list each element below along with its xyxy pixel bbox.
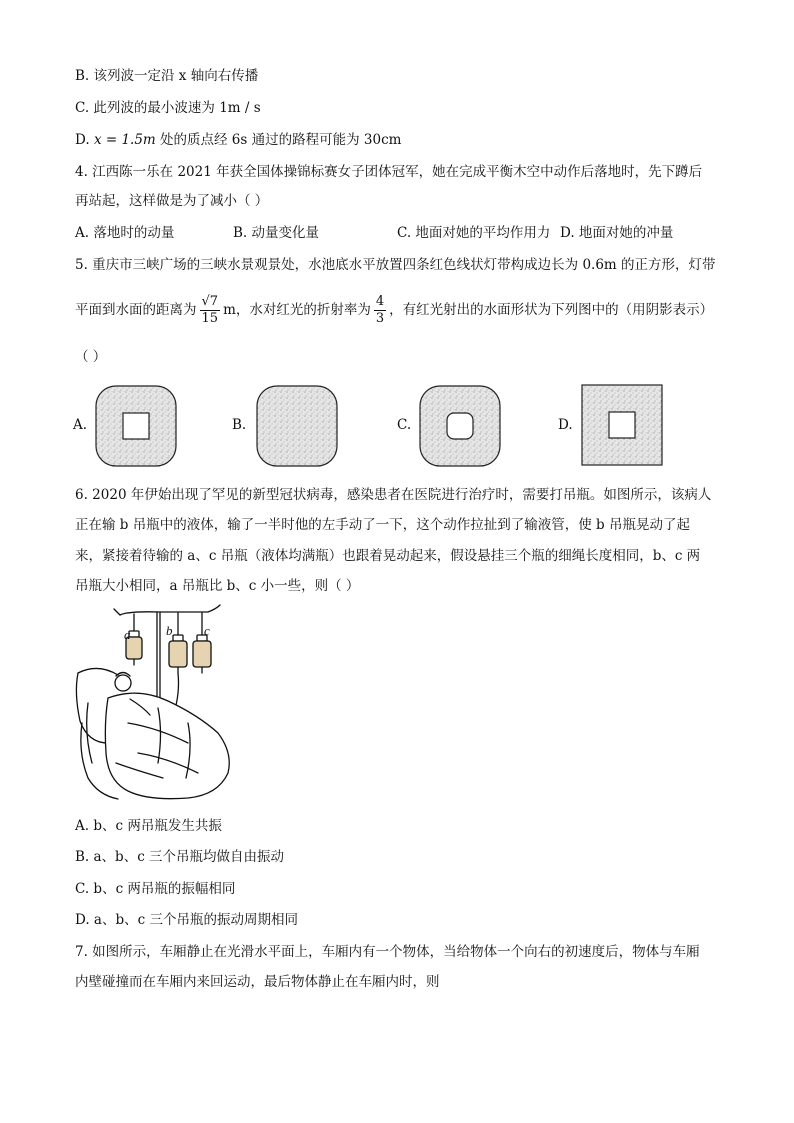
q3-option-c: C. 此列波的最小波速为 1m / s (75, 100, 261, 116)
q4-option-d: D. 地面对她的冲量 (560, 225, 674, 241)
q6-option-b: B. a、b、c 三个吊瓶均做自由振动 (75, 849, 285, 865)
q6-stem-line4: 吊瓶大小相同，a 吊瓶比 b、c 小一些，则（ ） (75, 578, 360, 594)
q6-stem-line2: 正在输 b 吊瓶中的液体，输了一半时他的左手动了一下，这个动作拉扯到了输液管，使 b 吊瓶晃动了起 (75, 517, 690, 533)
q3-option-d (75, 131, 401, 149)
q3-option-d-suffix: 处的质点经 6s 通过的路程可能为 30cm (155, 132, 402, 148)
bottle-label-b: b (166, 623, 173, 638)
q3-option-d-prefix: D. (75, 132, 94, 148)
q6-stem-line1: 6. 2020 年伊始出现了罕见的新型冠状病毒，感染患者在医院进行治疗时，需要打吊瓶。如图所示，该病人 (75, 487, 712, 503)
q6-option-d: D. a、b、c 三个吊瓶的振动周期相同 (75, 912, 298, 928)
q4-option-c: C. 地面对她的平均作用力 (397, 225, 551, 241)
q5-stem-line2 (75, 293, 713, 327)
q6-option-c: C. b、c 两吊瓶的振幅相同 (75, 881, 236, 897)
q4-option-a: A. 落地时的动量 (75, 225, 175, 241)
q4-stem-line1: 4. 江西陈一乐在 2021 年获全国体操锦标赛女子团体冠军，她在完成平衡木空中动作后落地时，先下蹲后 (75, 164, 703, 180)
fraction-depth-numerator: √7 (201, 294, 219, 309)
q5-figure-label-b: B. (232, 417, 247, 433)
q5-figure-b (256, 385, 338, 467)
bottle-label-a: a (124, 627, 131, 642)
q6-option-a: A. b、c 两吊瓶发生共振 (75, 818, 222, 834)
q5-text-a: 平面到水面的距离为 (75, 302, 197, 318)
q5-text-c: ，有红光射出的水面形状为下列图中的（用阴影表示） (389, 302, 714, 318)
bottle-label-c: c (204, 623, 210, 638)
q5-figure-a (95, 385, 177, 467)
q5-figure-label-a: A. (73, 417, 88, 433)
q4-option-b: B. 动量变化量 (233, 225, 320, 241)
q3-option-d-math: x = 1.5m (93, 132, 156, 148)
q5-figure-d (581, 384, 663, 466)
q7-stem-line1: 7. 如图所示，车厢静止在光滑水平面上，车厢内有一个物体，当给物体一个向右的初速度后，物体与车厢 (75, 944, 700, 960)
fraction-refractive-index (374, 294, 386, 327)
iv-drip-illustration (68, 603, 248, 805)
q4-stem-line2: 再站起，这样做是为了减小（ ） (75, 193, 269, 209)
q7-stem-line2: 内壁碰撞而在车厢内来回运动，最后物体静止在车厢内时，则 (75, 974, 440, 990)
q5-figure-label-c: C. (397, 417, 412, 433)
q6-stem-line3: 来，紧接着待输的 a、c 吊瓶（液体均满瓶）也跟着晃动起来，假设悬挂三个瓶的细绳长度相同，b、c 两 (75, 548, 701, 564)
q5-figure-label-d: D. (558, 417, 573, 433)
q3-option-b: B. 该列波一定沿 x 轴向右传播 (75, 68, 259, 84)
q5-answer-blank: （ ） (75, 349, 107, 365)
fraction-index-denominator: 3 (375, 311, 385, 326)
q5-stem-line1: 5. 重庆市三峡广场的三峡水景观景处，水池底水平放置四条红色线状灯带构成边长为 0.6m 的正方形，灯带 (75, 257, 716, 273)
fraction-depth-denominator: 15 (201, 311, 219, 326)
fraction-index-numerator: 4 (375, 294, 385, 309)
q5-text-b: m，水对红光的折射率为 (223, 302, 371, 318)
q5-figure-c (419, 385, 501, 467)
fraction-depth (200, 294, 221, 327)
